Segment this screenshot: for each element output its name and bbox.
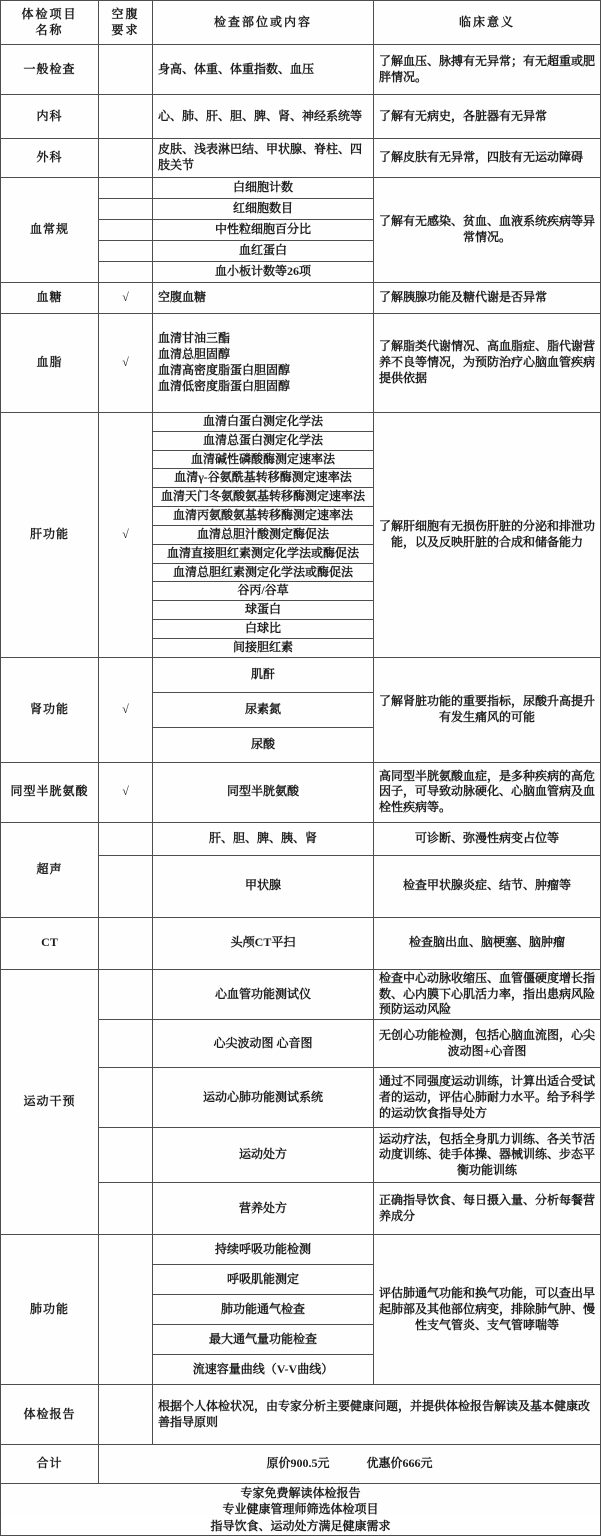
footer-note-2: 专业健康管理师筛选体检项目 bbox=[222, 1502, 379, 1517]
liver-item: 白球比 bbox=[153, 620, 374, 639]
liver-item: 间接胆红素 bbox=[153, 638, 374, 657]
fasting-exercise-2 bbox=[99, 1020, 153, 1068]
col-header-fasting-line1: 空腹 bbox=[111, 6, 140, 21]
row-general bbox=[1, 45, 601, 95]
row-total bbox=[1, 1445, 601, 1484]
ultrasound-content: 甲状腺 bbox=[153, 855, 374, 917]
section-name-blood-lipid: 血脂 bbox=[1, 314, 99, 413]
section-name-report: 体检报告 bbox=[1, 1385, 99, 1445]
content-internal: 心、肺、肝、胆、脾、肾、神经系统等 bbox=[153, 95, 374, 139]
blood-routine-item: 血小板计数等26项 bbox=[153, 262, 374, 283]
row-homocysteine bbox=[1, 762, 601, 822]
col-header-project bbox=[1, 1, 99, 45]
content-blood-sugar: 空腹血糖 bbox=[153, 283, 374, 314]
section-name-blood-sugar: 血糖 bbox=[1, 283, 99, 314]
liver-item: 血清总胆红素测定化学法或酶促法 bbox=[153, 563, 374, 582]
blood-routine-item: 红细胞数目 bbox=[153, 199, 374, 220]
row-surgery bbox=[1, 139, 601, 178]
section-name-homocysteine: 同型半胱氨酸 bbox=[1, 762, 99, 822]
ultrasound-meaning: 可诊断、弥漫性病变占位等 bbox=[374, 822, 601, 855]
meaning-blood-routine: 了解有无感染、贫血、血液系统疾病等异常情况。 bbox=[374, 178, 601, 283]
exercise-meaning: 运动疗法，包括全身肌力训练、各关节活动度训练、徒手体操、器械训练、步态平衡功能训练 bbox=[374, 1128, 601, 1183]
section-name-exercise: 运动干预 bbox=[1, 969, 99, 1234]
content-general: 身高、体重、体重指数、血压 bbox=[153, 45, 374, 95]
liver-item: 血清白蛋白测定化学法 bbox=[153, 413, 374, 432]
blood-routine-item: 血红蛋白 bbox=[153, 241, 374, 262]
col-header-project-line1: 体检项目 bbox=[21, 6, 78, 21]
fasting-check-homocysteine: √ bbox=[99, 762, 153, 822]
section-name-general: 一般检查 bbox=[1, 45, 99, 95]
lung-item: 流速容量曲线（V-V曲线） bbox=[153, 1355, 374, 1385]
exercise-meaning: 通过不同强度运动训练，计算出适合受试者的运动，评估心肺耐力水平。给予科学的运动饮食指导处方 bbox=[374, 1068, 601, 1128]
blood-lipid-item: 血清低密度脂蛋白胆固醇 bbox=[158, 378, 291, 393]
meaning-blood-sugar: 了解胰腺功能及糖代谢是否异常 bbox=[374, 283, 601, 314]
kidney-item: 肌酐 bbox=[153, 657, 374, 692]
ultrasound-meaning: 检查甲状腺炎症、结节、肿瘤等 bbox=[374, 855, 601, 917]
fasting-blood-routine-1 bbox=[99, 178, 153, 199]
fasting-check-kidney: √ bbox=[99, 657, 153, 762]
exercise-meaning: 无创心功能检测，包括心脑血流图，心尖波动图+心音图 bbox=[374, 1020, 601, 1068]
row-blood-routine-1 bbox=[1, 178, 601, 199]
footer-note-1: 专家免费解读体检报告 bbox=[240, 1486, 361, 1501]
exercise-content: 运动处方 bbox=[153, 1128, 374, 1183]
meaning-surgery: 了解皮肤有无异常，四肢有无运动障碍 bbox=[374, 139, 601, 178]
row-exercise-1 bbox=[1, 969, 601, 1019]
fasting-check-blood-lipid: √ bbox=[99, 314, 153, 413]
meaning-lung: 评估肺通气功能和换气功能，可以查出早起肺部及其他部位病变，排除肺气肿、慢性支气管炎、支气管哮喘等 bbox=[374, 1235, 601, 1385]
section-name-lung: 肺功能 bbox=[1, 1235, 99, 1385]
blood-routine-item: 中性粒细胞百分比 bbox=[153, 220, 374, 241]
content-surgery: 皮肤、浅表淋巴结、甲状腺、脊柱、四肢关节 bbox=[153, 139, 374, 178]
section-name-internal: 内科 bbox=[1, 95, 99, 139]
blood-lipid-item: 血清总胆固醇 bbox=[158, 347, 231, 362]
fasting-blood-routine-2 bbox=[99, 199, 153, 220]
meaning-internal: 了解有无病史，各脏器有无异常 bbox=[374, 95, 601, 139]
exercise-content: 营养处方 bbox=[153, 1183, 374, 1235]
report-content: 根据个人体检状况，由专家分析主要健康问题，并提供体检报告解读及基本健康改善指导原则 bbox=[153, 1385, 601, 1445]
row-blood-lipid bbox=[1, 314, 601, 413]
content-ct: 头颅CT平扫 bbox=[153, 917, 374, 969]
section-name-liver: 肝功能 bbox=[1, 413, 99, 658]
col-header-project-line2: 名称 bbox=[35, 22, 64, 37]
col-header-meaning: 临床意义 bbox=[374, 1, 601, 45]
table-header-row bbox=[1, 1, 601, 45]
original-price: 原价900.5元 bbox=[266, 1456, 330, 1471]
blood-lipid-item: 血清甘油三酯 bbox=[158, 331, 231, 346]
fasting-check-liver: √ bbox=[99, 413, 153, 658]
fasting-blood-routine-3 bbox=[99, 220, 153, 241]
fasting-blood-routine-5 bbox=[99, 262, 153, 283]
row-lung-1 bbox=[1, 1235, 601, 1265]
lung-item: 呼吸肌能测定 bbox=[153, 1265, 374, 1295]
liver-item: 血清天门冬氨酸氨基转移酶测定速率法 bbox=[153, 488, 374, 507]
total-prices bbox=[99, 1445, 601, 1484]
exercise-meaning: 正确指导饮食、每日摄入量、分析每餐营养成分 bbox=[374, 1183, 601, 1235]
fasting-ct bbox=[99, 917, 153, 969]
exercise-meaning: 检查中心动脉收缩压、血管僵硬度增长指数、心内膜下心肌活力率，指出患病风险预防运动风险 bbox=[374, 969, 601, 1019]
meaning-kidney: 了解肾脏功能的重要指标，尿酸升高提升有发生痛风的可能 bbox=[374, 657, 601, 762]
kidney-item: 尿素氮 bbox=[153, 692, 374, 727]
fasting-check-blood-sugar: √ bbox=[99, 283, 153, 314]
liver-item: 谷丙/谷草 bbox=[153, 582, 374, 601]
meaning-homocysteine: 高同型半胱氨酸血症，是多种疾病的高危因子，可导致动脉硬化、心脑血管病及血栓性疾病等。 bbox=[374, 762, 601, 822]
lung-item: 肺功能通气检查 bbox=[153, 1295, 374, 1325]
section-name-kidney: 肾功能 bbox=[1, 657, 99, 762]
lung-item: 持续呼吸功能检测 bbox=[153, 1235, 374, 1265]
liver-item: 血清γ-谷氨酰基转移酶测定速率法 bbox=[153, 469, 374, 488]
fasting-internal bbox=[99, 95, 153, 139]
exercise-content: 运动心肺功能测试系统 bbox=[153, 1068, 374, 1128]
section-name-surgery: 外科 bbox=[1, 139, 99, 178]
col-header-fasting-line2: 要求 bbox=[111, 22, 140, 37]
liver-item: 血清直接胆红素测定化学法或酶促法 bbox=[153, 544, 374, 563]
fasting-exercise-5 bbox=[99, 1183, 153, 1235]
row-liver-1 bbox=[1, 413, 601, 432]
fasting-blood-routine-4 bbox=[99, 241, 153, 262]
exercise-content: 心血管功能测试仪 bbox=[153, 969, 374, 1019]
row-blood-sugar bbox=[1, 283, 601, 314]
fasting-surgery bbox=[99, 139, 153, 178]
liver-item: 球蛋白 bbox=[153, 601, 374, 620]
footer-notes bbox=[1, 1484, 601, 1536]
fasting-exercise-4 bbox=[99, 1128, 153, 1183]
lung-item: 最大通气量功能检查 bbox=[153, 1325, 374, 1355]
row-internal bbox=[1, 95, 601, 139]
col-header-content: 检查部位或内容 bbox=[153, 1, 374, 45]
row-footer bbox=[1, 1484, 601, 1536]
blood-lipid-item: 血清高密度脂蛋白胆固醇 bbox=[158, 363, 291, 377]
content-homocysteine: 同型半胱氨酸 bbox=[153, 762, 374, 822]
discount-price: 优惠价666元 bbox=[366, 1456, 433, 1471]
section-name-blood-routine: 血常规 bbox=[1, 178, 99, 283]
meaning-blood-lipid: 了解脂类代谢情况、高血脂症、脂代谢营养不良等情况，为预防治疗心脑血管疾病提供依据 bbox=[374, 314, 601, 413]
fasting-general bbox=[99, 45, 153, 95]
footer-note-3: 指导饮食、运动处方满足健康需求 bbox=[210, 1518, 391, 1533]
fasting-ultrasound-2 bbox=[99, 855, 153, 917]
meaning-ct: 检查脑出血、脑梗塞、脑肿瘤 bbox=[374, 917, 601, 969]
liver-item: 血清碱性磷酸酶测定速率法 bbox=[153, 450, 374, 469]
fasting-ultrasound-1 bbox=[99, 822, 153, 855]
content-blood-lipid bbox=[153, 314, 374, 413]
fasting-report bbox=[99, 1385, 153, 1445]
fasting-lung bbox=[99, 1235, 153, 1385]
liver-item: 血清丙氨酸氨基转移酶测定速率法 bbox=[153, 507, 374, 526]
liver-item: 血清总胆汁酸测定酶促法 bbox=[153, 525, 374, 544]
kidney-item: 尿酸 bbox=[153, 727, 374, 762]
liver-item: 血清总蛋白测定化学法 bbox=[153, 431, 374, 450]
row-kidney-1 bbox=[1, 657, 601, 692]
section-name-ct: CT bbox=[1, 917, 99, 969]
ultrasound-content: 肝、胆、脾、胰、肾 bbox=[153, 822, 374, 855]
col-header-fasting bbox=[99, 1, 153, 45]
blood-routine-item: 白细胞计数 bbox=[153, 178, 374, 199]
meaning-liver: 了解肝细胞有无损伤肝脏的分泌和排泄功能，以及反映肝脏的合成和储备能力 bbox=[374, 413, 601, 658]
fasting-exercise-1 bbox=[99, 969, 153, 1019]
section-name-total: 合计 bbox=[1, 1445, 99, 1484]
fasting-exercise-3 bbox=[99, 1068, 153, 1128]
row-ct bbox=[1, 917, 601, 969]
section-name-ultrasound: 超声 bbox=[1, 822, 99, 917]
row-ultrasound-1 bbox=[1, 822, 601, 855]
meaning-general: 了解血压、脉搏有无异常；有无超重或肥胖情况。 bbox=[374, 45, 601, 95]
row-report bbox=[1, 1385, 601, 1445]
exercise-content: 心尖波动图 心音图 bbox=[153, 1020, 374, 1068]
